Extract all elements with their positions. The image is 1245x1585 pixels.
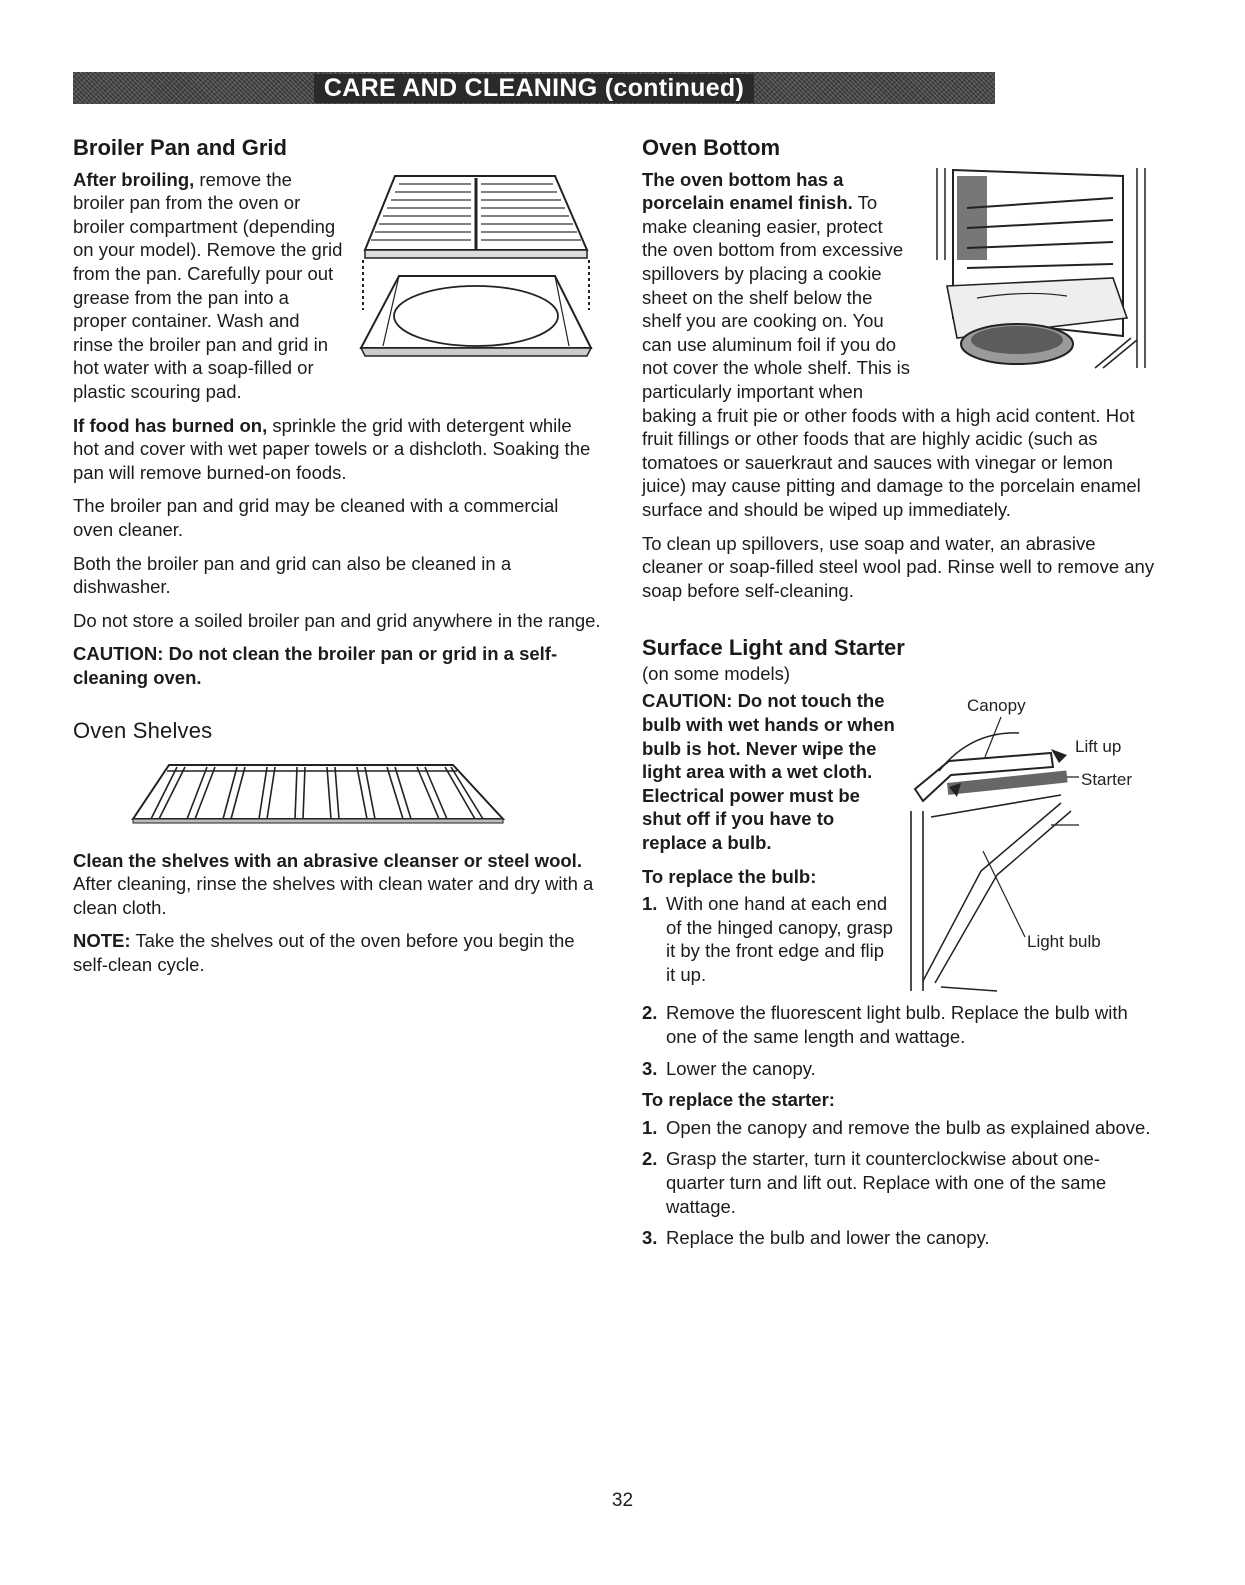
shelves-lead: Clean the shelves with an abrasive cleanser or steel wool. — [73, 849, 582, 871]
step-number: 3. — [642, 1227, 658, 1249]
broiler-paragraph-5: Do not store a soiled broiler pan and grid anywhere in the range. — [73, 609, 601, 631]
left-column — [73, 136, 601, 987]
section-title: CARE AND CLEANING (continued) — [314, 74, 754, 103]
replace-bulb-steps — [642, 892, 1157, 1080]
broiler-pan-drawing — [355, 168, 593, 360]
oven-shelf-illustration — [131, 761, 601, 833]
bulb-step — [642, 1057, 1157, 1081]
broiler-p1-text: remove the broiler pan from the oven or broiler compartment (depending on your model). Remove the grid from the pan. Carefully pour out grease from the pan into a proper container. Wash and rinse the broiler pan and grid in hot water with a soap-filled or plastic scouring pad. — [73, 168, 343, 402]
lift-up-label: Lift up — [1075, 737, 1122, 757]
replace-bulb-heading: To replace the bulb: — [642, 865, 817, 887]
step-text: Replace the bulb and lower the canopy. — [666, 1227, 990, 1249]
note-text: Take the shelves out of the oven before you begin the self-clean cycle. — [73, 930, 575, 976]
section-banner — [73, 72, 995, 104]
right-column — [642, 136, 1157, 1258]
surface-light-heading: Surface Light and Starter — [642, 635, 905, 661]
oven-bottom-lead: The oven bottom has a porcelain enamel finish. — [642, 168, 853, 214]
bulb-step — [642, 1001, 1157, 1048]
oven-bottom-paragraph-2: To clean up spillovers, use soap and water, an abrasive cleaner or soap-filled steel wool pad. Rinse well to remove any soap before self-cleaning. — [642, 532, 1155, 601]
broiler-caution — [73, 642, 601, 689]
step-number: 2. — [642, 1002, 658, 1024]
broiler-pan-illustration — [355, 168, 593, 360]
broiler-p1-lead: After broiling, — [73, 168, 195, 190]
canopy-label: Canopy — [967, 696, 1026, 716]
broiler-p2-text: sprinkle the grid with detergent while hot and cover with wet paper towels or a dishcloth. Soaking the pan will remove burned-on foods. — [73, 414, 591, 483]
broiler-p2-lead: If food has burned on, — [73, 414, 268, 436]
shelves-paragraph — [73, 849, 601, 920]
starter-step — [642, 1147, 1157, 1218]
shelves-note — [73, 929, 601, 976]
bulb-step — [642, 892, 1157, 986]
oven-shelf-drawing — [131, 761, 511, 827]
step-text: Lower the canopy. — [666, 1057, 816, 1079]
light-bulb-label: Light bulb — [1027, 932, 1101, 952]
step-number: 2. — [642, 1148, 658, 1170]
shelves-text: After cleaning, rinse the shelves with clean water and dry with a clean cloth. — [73, 873, 594, 918]
surface-light-caution-text: CAUTION: Do not touch the bulb with wet hands or when bulb is hot. Never wipe the light area with a wet cloth. Electrical power must be shut off if you have to replace a bulb. — [642, 690, 895, 854]
broiler-paragraph-4: Both the broiler pan and grid can also be cleaned in a dishwasher. — [73, 552, 512, 598]
surface-light-subtitle: (on some models) — [642, 662, 791, 684]
step-number: 1. — [642, 1116, 658, 1138]
oven-bottom-heading: Oven Bottom — [642, 135, 781, 160]
page-number: 32 — [611, 1490, 634, 1511]
starter-label: Starter — [1081, 770, 1133, 790]
oven-interior-drawing — [917, 168, 1147, 388]
step-text: With one hand at each end of the hinged canopy, grasp it by the front edge and flip it up. — [666, 893, 893, 985]
starter-step — [642, 1116, 1157, 1140]
step-number: 1. — [642, 893, 658, 915]
oven-bottom-text: To make cleaning easier, protect the oven bottom from excessive spillovers by placing a cookie sheet on the shelf below the shelf you are cooking on. You can use aluminum foil if you do not cover the whole shelf. This is particularly important when baking a fruit pie or other foods with a high acid content. Hot fruit fillings or other foods that are highly acidic (such as tomatoes or sauerkraut and sauces with vinegar or lemon juice) may cause pitting and damage to the porcelain enamel surface and should be wiped up immediately. — [642, 192, 1141, 520]
broiler-paragraph-3: The broiler pan and grid may be cleaned with a commercial oven cleaner. — [73, 495, 559, 540]
broiler-caution-text: CAUTION: Do not clean the broiler pan or grid in a self-cleaning oven. — [73, 643, 558, 688]
step-text: Remove the fluorescent light bulb. Replace the bulb with one of the same length and wattage. — [666, 1002, 1128, 1048]
step-text: Grasp the starter, turn it counterclockwise about one-quarter turn and lift out. Replace with one of the same wattage. — [666, 1148, 1107, 1217]
step-text: Open the canopy and remove the bulb as explained above. — [666, 1116, 1151, 1138]
note-label: NOTE: — [73, 930, 131, 952]
oven-interior-illustration — [917, 168, 1147, 388]
broiler-heading: Broiler Pan and Grid — [73, 135, 287, 160]
replace-starter-heading: To replace the starter: — [642, 1089, 835, 1111]
replace-starter-steps — [642, 1116, 1157, 1250]
step-number: 3. — [642, 1057, 658, 1079]
shelves-heading: Oven Shelves — [73, 718, 213, 744]
broiler-paragraph-2 — [73, 414, 601, 485]
starter-step — [642, 1226, 1157, 1250]
